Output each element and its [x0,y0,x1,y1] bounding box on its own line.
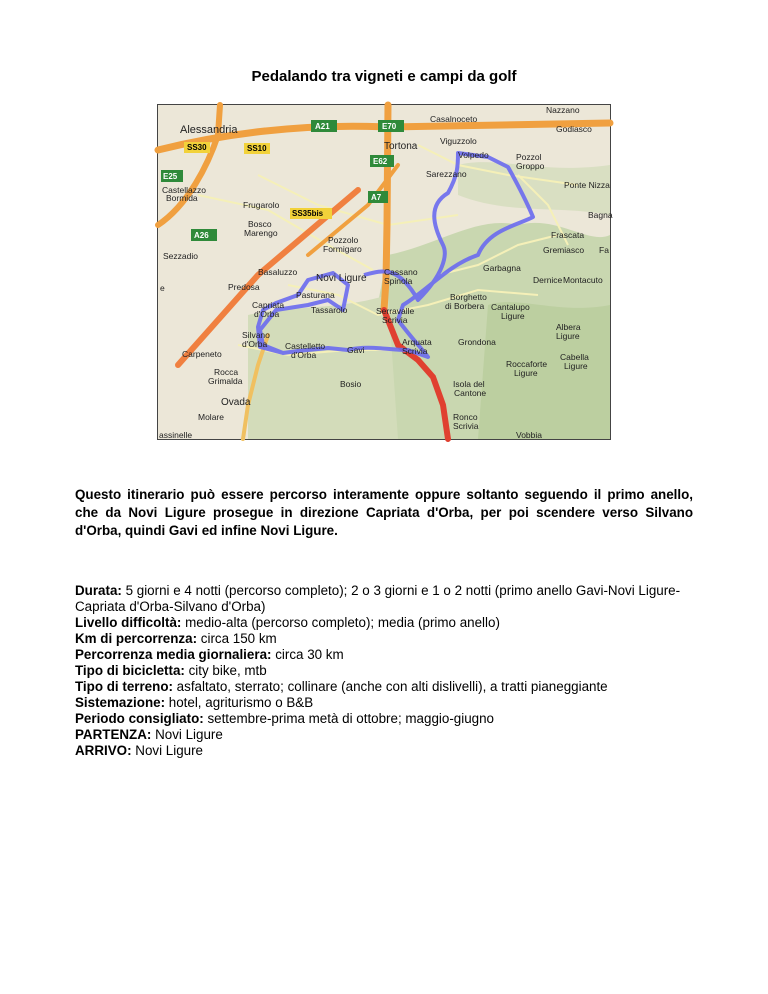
detail-value: Novi Ligure [151,727,223,742]
svg-text:Cabella: Cabella [560,352,589,362]
details-list [75,583,715,759]
detail-durata [75,583,715,615]
svg-text:A21: A21 [315,122,330,131]
svg-text:d'Orba: d'Orba [254,309,280,319]
svg-text:Grimalda: Grimalda [208,376,243,386]
svg-text:Cantalupo: Cantalupo [491,302,530,312]
detail-percorrenza [75,647,715,663]
svg-text:Sezzadio: Sezzadio [163,251,198,261]
svg-text:Bosco: Bosco [248,219,272,229]
svg-text:SS10: SS10 [247,144,267,153]
svg-text:Scrivia: Scrivia [453,421,479,431]
detail-label: Livello difficoltà: [75,615,182,630]
svg-text:Ligure: Ligure [556,331,580,341]
svg-text:Ligure: Ligure [501,311,525,321]
svg-text:Tassarolo: Tassarolo [311,305,348,315]
svg-text:Spinola: Spinola [384,276,413,286]
svg-text:Predosa: Predosa [228,282,260,292]
detail-partenza [75,727,715,743]
svg-text:Silvano: Silvano [242,330,270,340]
detail-label: Periodo consigliato: [75,711,204,726]
svg-text:Frascata: Frascata [551,230,585,240]
svg-text:A26: A26 [194,231,209,240]
detail-label: Percorrenza media giornaliera: [75,647,272,662]
svg-text:Molare: Molare [198,412,224,422]
svg-text:E70: E70 [382,122,397,131]
svg-text:A7: A7 [371,193,382,202]
svg-text:Pasturana: Pasturana [296,290,335,300]
detail-bicicletta [75,663,715,679]
svg-text:Rocca: Rocca [214,367,239,377]
detail-value: 5 giorni e 4 notti (percorso completo); 2 o 3 giorni e 1 o 2 notti (primo anello Gavi-Novi Ligure-Capriata d'Orba-Silvano d'Orba) [75,583,681,614]
svg-text:Godiasco: Godiasco [556,124,592,134]
svg-text:Grondona: Grondona [458,337,496,347]
svg-text:Albera: Albera [556,322,581,332]
svg-text:Serravalle: Serravalle [376,306,415,316]
svg-text:Pozzolo: Pozzolo [328,235,359,245]
svg-text:Groppo: Groppo [516,161,545,171]
detail-label: Tipo di bicicletta: [75,663,185,678]
svg-text:Gavi: Gavi [347,345,365,355]
detail-value: asfaltato, sterrato; collinare (anche con alti dislivelli), a tratti pianeggiante [172,679,608,694]
detail-label: Tipo di terreno: [75,679,173,694]
svg-text:Frugarolo: Frugarolo [243,200,280,210]
svg-text:Fa: Fa [599,245,609,255]
svg-text:Viguzzolo: Viguzzolo [440,136,477,146]
svg-text:Novi Ligure: Novi Ligure [316,273,367,284]
detail-arrivo [75,743,715,759]
detail-value: settembre-prima metà di ottobre; maggio-giugno [203,711,494,726]
svg-text:Tortona: Tortona [384,141,418,152]
svg-text:Garbagna: Garbagna [483,263,521,273]
detail-label: Km di percorrenza: [75,631,198,646]
detail-value: city bike, mtb [184,663,267,678]
svg-text:Montacuto: Montacuto [563,275,603,285]
svg-text:Vobbia: Vobbia [516,430,542,440]
route-map [157,104,611,440]
svg-text:Arquata: Arquata [402,337,432,347]
svg-text:Alessandria: Alessandria [180,124,238,136]
svg-text:SS35bis: SS35bis [292,209,324,218]
svg-text:Ponte Nizza: Ponte Nizza [564,180,610,190]
svg-text:Formigaro: Formigaro [323,244,362,254]
page-title: Pedalando tra vigneti e campi da golf [251,68,517,85]
detail-label: Sistemazione: [75,695,166,710]
svg-text:Scrivia: Scrivia [402,346,428,356]
svg-text:Sarezzano: Sarezzano [426,169,467,179]
svg-text:Bormida: Bormida [166,193,198,203]
svg-text:Borghetto: Borghetto [450,292,487,302]
svg-text:di Borbera: di Borbera [445,301,485,311]
svg-text:Capriata: Capriata [252,300,285,310]
svg-text:Bagna: Bagna [588,210,613,220]
svg-text:SS30: SS30 [187,143,207,152]
svg-text:Bosio: Bosio [340,379,362,389]
detail-value: circa 30 km [271,647,344,662]
svg-text:Pozzol: Pozzol [516,152,542,162]
svg-text:E62: E62 [373,157,388,166]
detail-sistemazione [75,695,715,711]
svg-text:Ligure: Ligure [564,361,588,371]
svg-text:Roccaforte: Roccaforte [506,359,548,369]
svg-text:Castelletto: Castelletto [285,341,326,351]
svg-text:Castellazzo: Castellazzo [162,185,206,195]
svg-text:Marengo: Marengo [244,228,278,238]
detail-livello [75,615,715,631]
svg-text:Carpeneto: Carpeneto [182,349,222,359]
svg-text:Scrivia: Scrivia [382,315,408,325]
svg-text:Ovada: Ovada [221,397,251,408]
detail-value: Novi Ligure [131,743,203,758]
detail-periodo [75,711,715,727]
svg-text:Casalnoceto: Casalnoceto [430,114,478,124]
detail-label: ARRIVO: [75,743,132,758]
svg-text:Gremiasco: Gremiasco [543,245,585,255]
svg-text:Basaluzzo: Basaluzzo [258,267,298,277]
svg-text:Dernice: Dernice [533,275,563,285]
svg-text:Ronco: Ronco [453,412,478,422]
svg-text:d'Orba: d'Orba [242,339,268,349]
svg-text:E25: E25 [163,172,178,181]
detail-label: Durata: [75,583,122,598]
intro-paragraph: Questo itinerario può essere percorso interamente oppure soltanto seguendo il primo anello, che da Novi Ligure prosegue in direzione Capriata d'Orba, per poi scendere verso Silvano d'Orba, quindi Gavi ed infine Novi Ligure. [75,487,693,538]
detail-value: medio-alta (percorso completo); media (primo anello) [181,615,500,630]
detail-km [75,631,715,647]
svg-text:Cassano: Cassano [384,267,418,277]
svg-text:d'Orba: d'Orba [291,350,317,360]
svg-text:Cantone: Cantone [454,388,487,398]
detail-value: circa 150 km [197,631,277,646]
svg-text:e: e [160,283,165,293]
svg-text:Ligure: Ligure [514,368,538,378]
svg-text:assinelle: assinelle [159,430,193,440]
svg-text:Volpedo: Volpedo [458,150,489,160]
svg-text:Isola del: Isola del [453,379,485,389]
detail-label: PARTENZA: [75,727,152,742]
detail-terreno [75,679,715,695]
detail-value: hotel, agriturismo o B&B [165,695,314,710]
svg-text:Nazzano: Nazzano [546,105,580,115]
